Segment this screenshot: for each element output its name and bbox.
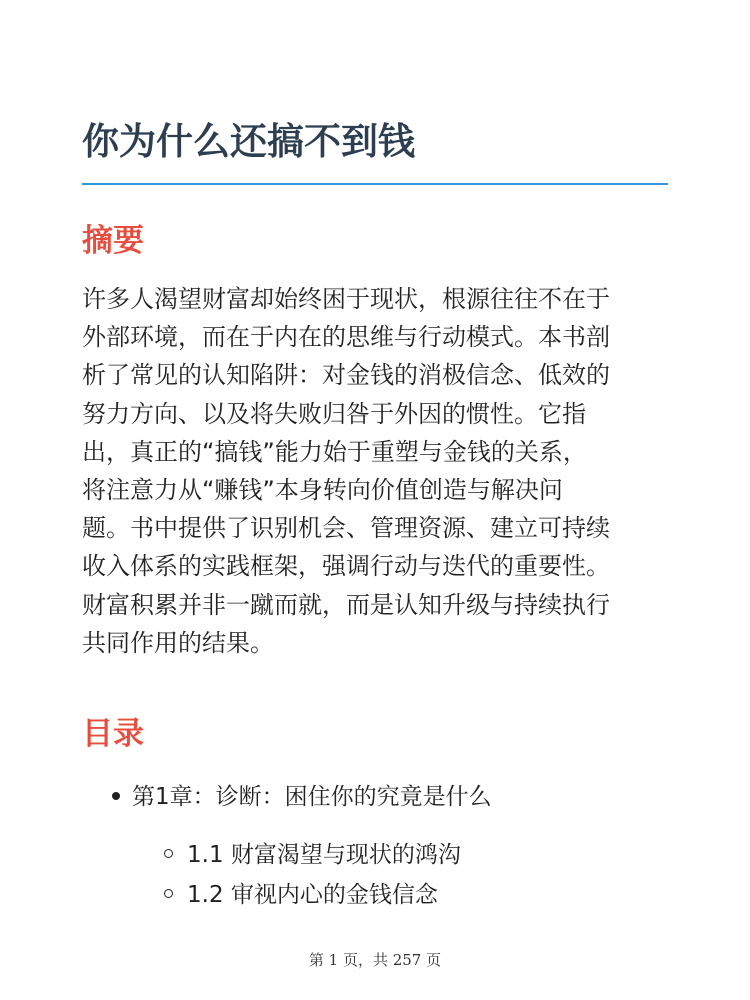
summary-line: 析了常见的认知陷阱：对金钱的消极信念、低效的 (82, 361, 610, 390)
page-footer: 第 1 页，共 257 页 (308, 951, 442, 969)
summary-heading: 摘要 (82, 223, 144, 259)
summary-line: 共同作用的结果。 (82, 628, 274, 657)
document-page (82, 0, 668, 1000)
summary-line: 许多人渴望财富却始终困于现状，根源往往不在于 (82, 285, 610, 313)
toc-section-item (164, 876, 438, 914)
bullet-circle-icon (164, 849, 173, 858)
summary-line: 将注意力从“赚钱”本身转向价值创造与解决问 (82, 476, 563, 505)
summary-line: 题。书中提供了识别机会、管理资源、建立可持续 (82, 514, 610, 543)
toc-section-label: 1.2 审视内心的金钱信念 (187, 882, 438, 908)
title-divider (82, 183, 668, 185)
summary-line: 财富积累并非一蹴而就，而是认知升级与持续执行 (82, 590, 610, 619)
toc-section-item (164, 836, 461, 874)
bullet-circle-icon (164, 889, 173, 898)
bullet-disc-icon (112, 792, 120, 800)
summary-line: 收入体系的实践框架，强调行动与迭代的重要性。 (82, 552, 610, 581)
document-title: 你为什么还搞不到钱 (82, 120, 415, 163)
toc-heading: 目录 (82, 716, 144, 752)
toc-chapter-item (112, 778, 492, 816)
toc-chapter-label: 第1章：诊断：困住你的究竟是什么 (132, 784, 492, 810)
summary-line: 外部环境，而在于内在的思维与行动模式。本书剖 (82, 323, 610, 352)
summary-line: 努力方向、以及将失败归咎于外因的惯性。它指 (82, 399, 586, 428)
summary-line: 出，真正的“搞钱”能力始于重塑与金钱的关系， (82, 437, 587, 466)
toc-section-label: 1.1 财富渴望与现状的鸿沟 (187, 842, 461, 868)
summary-paragraph (82, 280, 668, 662)
